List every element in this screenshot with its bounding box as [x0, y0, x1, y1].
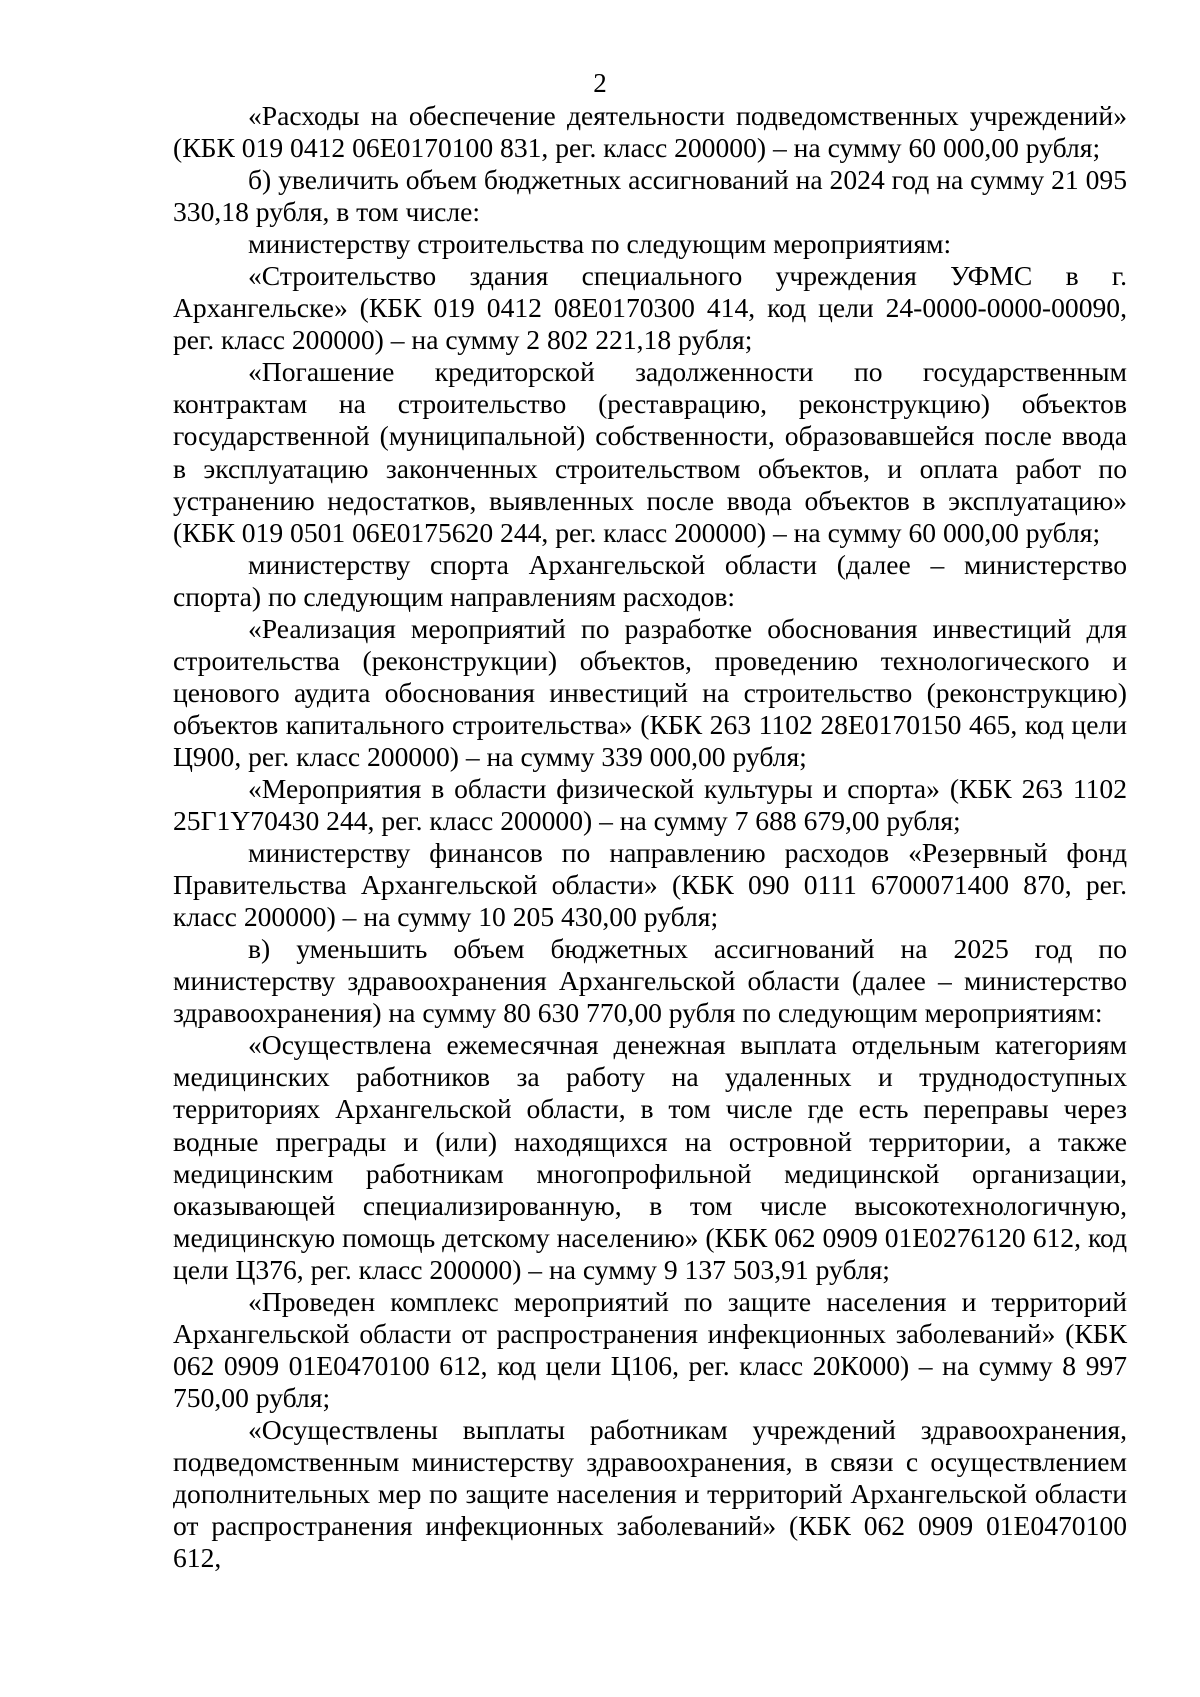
paragraph-physical-culture: «Мероприятия в области физической культуры и спорта» (КБК 263 1102 25Г1Y70430 244, рег. класс 200000) – на сумму 7 688 679,00 рубля; [173, 772, 1127, 837]
paragraph-increase-2024: б) увеличить объем бюджетных ассигнований на 2024 год на сумму 21 095 330,18 рубля, в том числе: [173, 164, 1127, 228]
document-body [173, 100, 1127, 1574]
paragraph-ministry-sport: министерству спорта Архангельской области (далее – министерство спорта) по следующим направлениям расходов: [173, 548, 1127, 612]
page-number: 2 [593, 68, 607, 98]
paragraph-ministry-construction: министерству строительства по следующим мероприятиям: [248, 228, 952, 260]
paragraph-health-worker-payments: «Осуществлены выплаты работникам учреждений здравоохранения, подведомственным министерству здравоохранения, в связи с осуществлением дополнительных мер по защите населения и территорий Архангельской области от распространения инфекционных заболеваний» (КБК 062 0909 01Е0470100 612, [173, 1413, 1127, 1574]
paragraph-investment-justification: «Реализация мероприятий по разработке обоснования инвестиций для строительства (реконструкции) объектов, проведению технологического и ценового аудита обоснования инвестиций на строительство (реконструкцию) объектов капитального строительства» (КБК 263 1102 28Е0170150 465, код цели Ц900, рег. класс 200000) – на сумму 339 000,00 рубля; [173, 612, 1127, 772]
paragraph-ministry-finance: министерству финансов по направлению расходов «Резервный фонд Правительства Архангельской области» (КБК 090 0111 6700071400 870, рег. класс 200000) – на сумму 10 205 430,00 рубля; [173, 837, 1127, 933]
paragraph-monthly-payment: «Осуществлена ежемесячная денежная выплата отдельным категориям медицинских работников за работу на удаленных и труднодоступных территориях Архангельской области, в том числе где есть переправы через водные преграды и (или) находящихся на островной территории, а также медицинским работникам многопрофильной медицинской организации, оказывающей специализированную, в том числе высокотехнологичную, медицинскую помощь детскому населению» (КБК 062 0909 01Е0276120 612, код цели Ц376, рег. класс 200000) – на сумму 9 137 503,91 рубля; [173, 1029, 1127, 1285]
paragraph-infection-protection: «Проведен комплекс мероприятий по защите населения и территорий Архангельской области от распространения инфекционных заболеваний» (КБК 062 0909 01Е0470100 612, код цели Ц106, рег. класс 20К000) – на сумму 8 997 750,00 рубля; [173, 1285, 1127, 1413]
paragraph-decrease-2025: в) уменьшить объем бюджетных ассигнований на 2025 год по министерству здравоохранения Архангельской области (далее – министерство здравоохранения) на сумму 80 630 770,00 рубля по следующим мероприятиям: [173, 933, 1127, 1029]
paragraph-creditor-debt: «Погашение кредиторской задолженности по государственным контрактам на строительство (реставрацию, реконструкцию) объектов государственной (муниципальной) собственности, образовавшейся после ввода в эксплуатацию законченных строительством объектов, и оплата работ по устранению недостатков, выявленных после ввода объектов в эксплуатацию» (КБК 019 0501 06Е0175620 244, рег. класс 200000) – на сумму 60 000,00 рубля; [173, 356, 1127, 548]
paragraph-ufms-building: «Строительство здания специального учреждения УФМС в г. Архангельске» (КБК 019 0412 08Е0170300 414, код цели 24-0000-0000-00090, рег. класс 200000) – на сумму 2 802 221,18 рубля; [173, 260, 1127, 356]
paragraph-expense-subordinate-institutions: «Расходы на обеспечение деятельности подведомственных учреждений» (КБК 019 0412 06Е0170100 831, рег. класс 200000) – на сумму 60 000,00 рубля; [173, 100, 1127, 164]
